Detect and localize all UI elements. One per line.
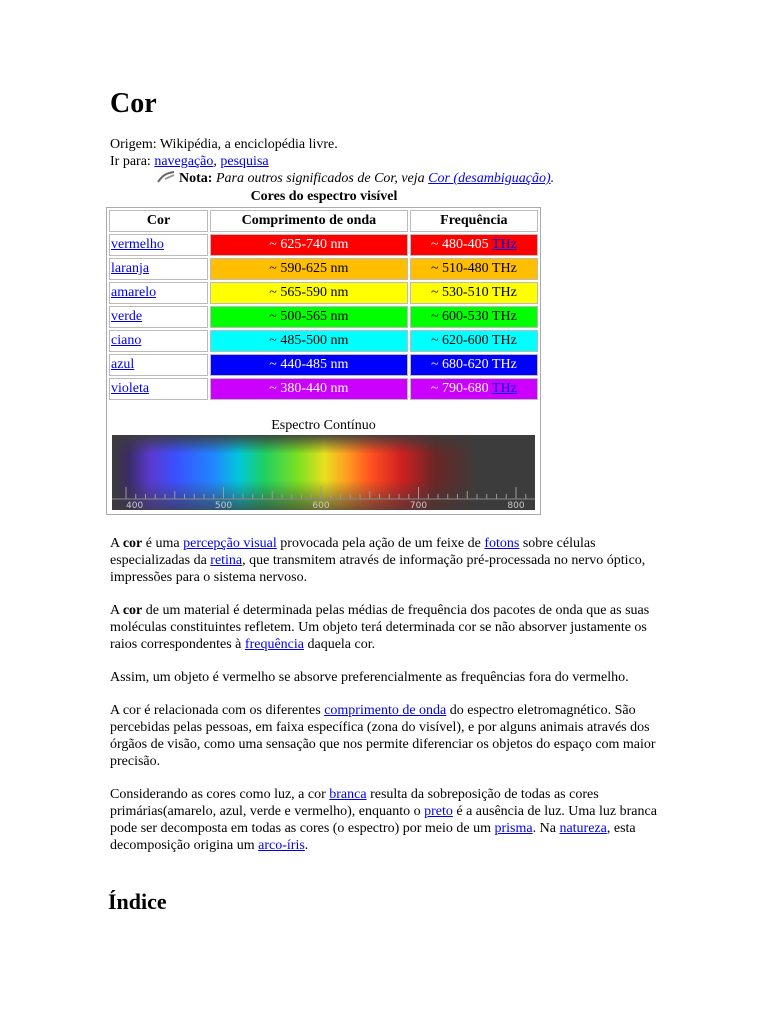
frequency-value: ~ 680-620 THz — [430, 357, 517, 372]
paragraph-4: A cor é relacionada com os diferentes comprimento de onda do espectro eletromagnético. São percebidas pelas pessoas, em faixa específica (zona do visível), e por alguns animais através dos órgãos de visão, como uma sensação que nos permite diferenciar os objetos do espaço com maior precisão. — [110, 703, 656, 769]
link-preto[interactable]: preto — [424, 804, 453, 819]
page-title: Cor — [110, 88, 157, 119]
wavelength-cell: ~ 625-740 nm — [210, 234, 408, 256]
scale-label: 600 — [312, 501, 330, 510]
color-name-cell — [109, 258, 208, 280]
wavelength-cell: ~ 590-625 nm — [210, 258, 408, 280]
color-name-link[interactable]: laranja — [111, 261, 150, 276]
frequency-cell — [410, 282, 538, 304]
frequency-value: ~ 600-530 THz — [430, 309, 517, 324]
frequency-cell — [410, 354, 538, 376]
continuous-cell — [109, 402, 538, 512]
color-name-link[interactable]: verde — [111, 309, 143, 324]
continuous-spectrum-title: Espectro Contínuo — [271, 418, 376, 433]
link-retina[interactable]: retina — [210, 553, 243, 568]
link-frequencia[interactable]: frequência — [244, 637, 304, 652]
note-label: Nota: — [179, 171, 213, 186]
frequency-cell — [410, 330, 538, 352]
frequency-cell — [410, 234, 538, 256]
color-name-cell — [109, 354, 208, 376]
color-name-cell — [109, 378, 208, 400]
origin-line: Origem: Wikipédia, a enciclopédia livre. — [110, 137, 338, 152]
wavelength-cell: ~ 565-590 nm — [210, 282, 408, 304]
disambiguation-link[interactable]: Cor (desambiguação) — [428, 171, 551, 186]
scale-label: 400 — [126, 501, 144, 510]
article-body — [110, 535, 658, 870]
frequency-cell — [410, 258, 538, 280]
frequency-value: ~ 620-600 THz — [430, 333, 517, 348]
table-header-row — [109, 210, 538, 232]
frequency-value: ~ 530-510 THz — [430, 285, 517, 300]
continuous-row — [109, 402, 538, 512]
frequency-value: ~ 480-405 — [430, 237, 492, 252]
paragraph-2: A cor de um material é determinada pelas médias de frequência dos pacotes de onda que as suas moléculas constituintes refletem. Um objeto terá determinada cor se não absorver justamente os raios correspondentes à frequência daquela cor. — [110, 603, 650, 652]
table-row — [109, 306, 538, 328]
table-row — [109, 282, 538, 304]
thz-link[interactable]: THz — [491, 237, 517, 252]
thz-link[interactable]: THz — [491, 381, 517, 396]
link-percepcao-visual[interactable]: percepção visual — [183, 536, 277, 551]
wavelength-cell: ~ 500-565 nm — [210, 306, 408, 328]
color-name-link[interactable]: azul — [111, 357, 135, 372]
bold-term: cor — [122, 536, 143, 551]
link-comprimento-de-onda[interactable]: comprimento de onda — [324, 703, 447, 718]
scale-label: 800 — [507, 501, 525, 510]
paragraph-3: Assim, um objeto é vermelho se absorve preferencialmente as frequências fora do vermelho. — [110, 670, 629, 685]
index-heading: Índice — [108, 889, 167, 914]
color-name-cell — [109, 306, 208, 328]
color-name-cell — [109, 234, 208, 256]
frequency-cell — [410, 306, 538, 328]
color-name-link[interactable]: ciano — [111, 333, 142, 348]
goto-line — [110, 153, 338, 170]
link-arco-iris[interactable]: arco-íris — [258, 838, 305, 853]
link-fotons[interactable]: fotons — [484, 536, 520, 551]
table-row — [109, 330, 538, 352]
link-branca[interactable]: branca — [329, 787, 367, 802]
paragraph-5: Considerando as cores como luz, a cor branca resulta da sobreposição de todas as cores primárias(amarelo, azul, verde e vermelho), enquanto o preto é a ausência de luz. Uma luz branca pode ser decomposta em todas as cores (o espectro) por meio de um prisma. Na natureza, esta decomposição origina um arco-íris. — [110, 787, 657, 853]
bold-term: cor — [122, 603, 143, 618]
wavelength-cell: ~ 440-485 nm — [210, 354, 408, 376]
color-name-link[interactable]: amarelo — [111, 285, 157, 300]
scale-label: 700 — [409, 501, 428, 510]
paragraph-1: A cor é uma percepção visual provocada pela ação de um feixe de fotons sobre células especializadas da retina, que transmitem através de informação pré-processada no nervo óptico, impressões para o sistema nervoso. — [110, 536, 646, 585]
color-name-cell — [109, 282, 208, 304]
frequency-value: ~ 510-480 THz — [430, 261, 517, 276]
table-row — [109, 378, 538, 400]
search-link[interactable]: pesquisa — [220, 154, 269, 169]
table-body — [109, 234, 538, 400]
wavelength-cell: ~ 485-500 nm — [210, 330, 408, 352]
goto-prefix: Ir para: — [110, 154, 155, 169]
note-end: . — [550, 171, 555, 186]
header-cor: Cor — [109, 210, 208, 232]
table-row — [109, 258, 538, 280]
header-frequency: Frequência — [410, 210, 538, 232]
navigation-link[interactable]: navegação — [154, 154, 214, 169]
color-name-cell — [109, 330, 208, 352]
header-wavelength: Comprimento de onda — [210, 210, 408, 232]
table-row — [109, 354, 538, 376]
scale-label: 500 — [214, 501, 233, 510]
color-name-link[interactable]: violeta — [111, 381, 150, 396]
frequency-value: ~ 790-680 — [430, 381, 492, 396]
continuous-spectrum-image — [112, 435, 535, 510]
page-meta — [110, 136, 338, 170]
spectrum-table — [106, 207, 541, 515]
wavelength-cell: ~ 380-440 nm — [210, 378, 408, 400]
goto-separator: , — [213, 154, 221, 169]
note-icon — [157, 170, 177, 184]
disambiguation-note — [157, 170, 554, 188]
frequency-cell — [410, 378, 538, 400]
link-prisma[interactable]: prisma — [494, 821, 533, 836]
color-name-link[interactable]: vermelho — [111, 237, 164, 252]
table-caption: Cores do espectro visível — [250, 189, 398, 204]
table-row — [109, 234, 538, 256]
link-natureza[interactable]: natureza — [559, 821, 607, 836]
note-text: Para outros significados de Cor, veja — [212, 171, 429, 186]
